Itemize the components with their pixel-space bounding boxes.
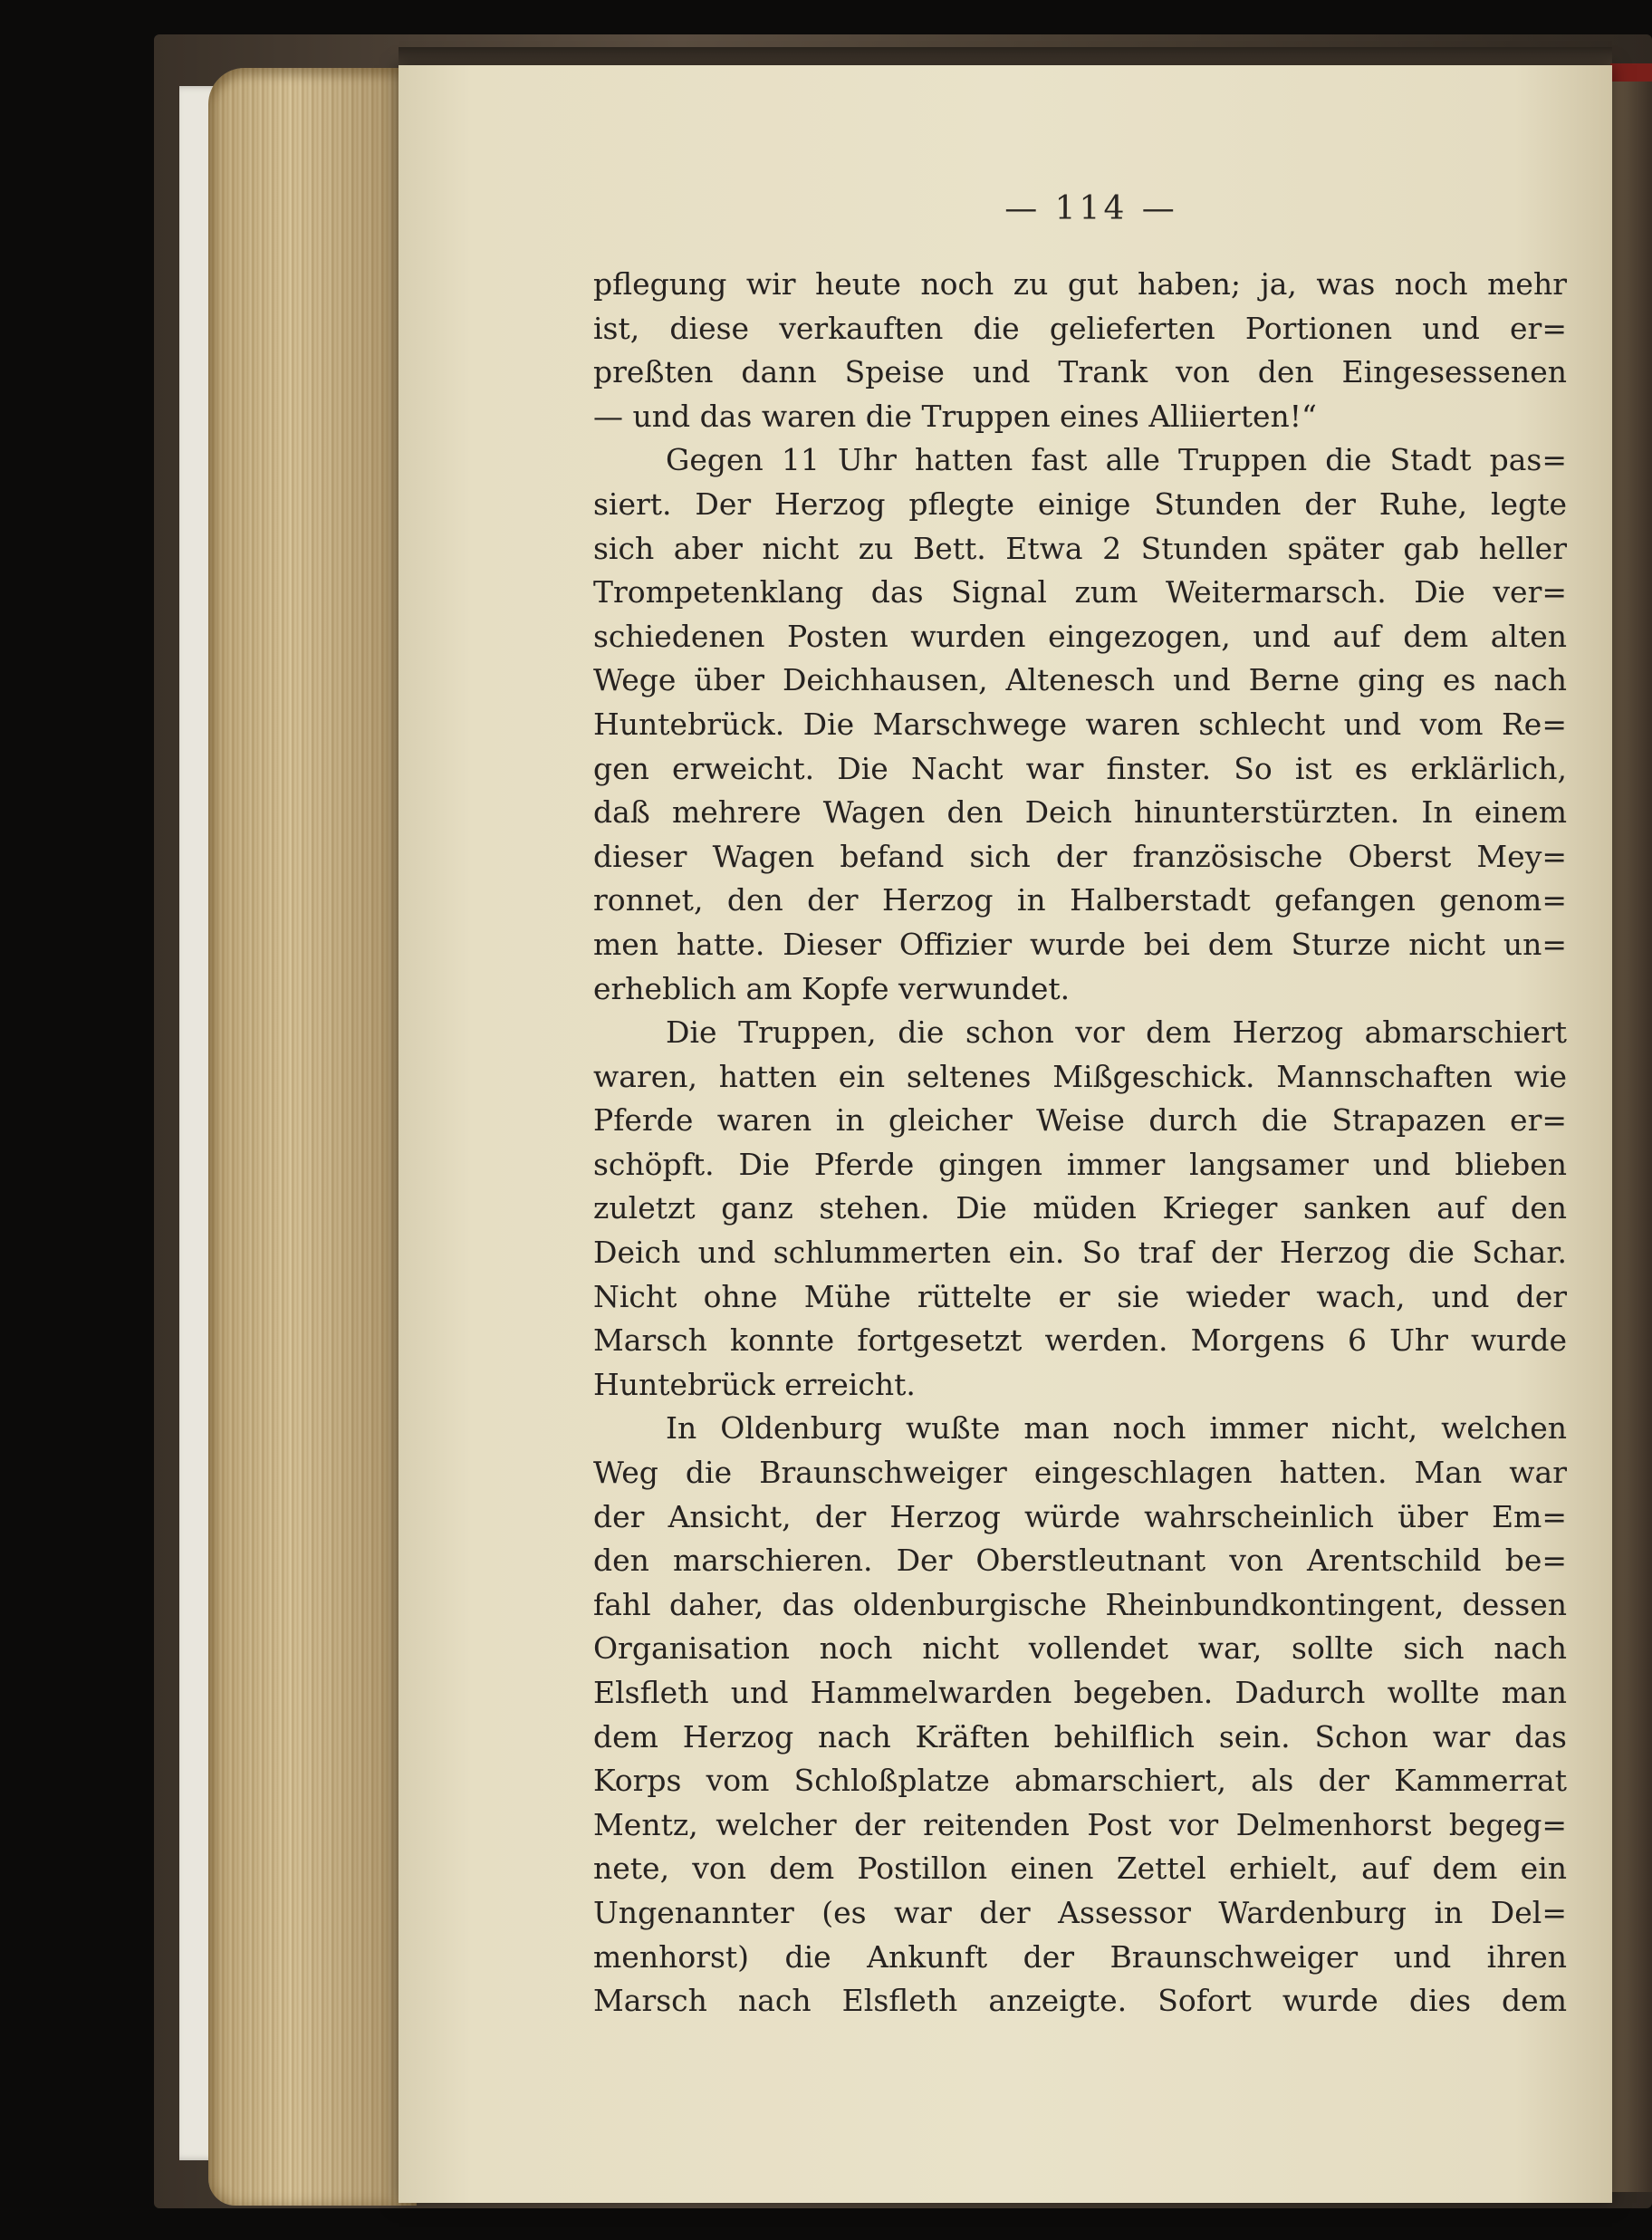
text-line: Elsfleth und Hammelwarden begeben. Dadurch wollte man <box>593 1675 1567 1710</box>
page-edges-shading <box>208 68 417 2206</box>
text-line: Huntebrück erreicht. <box>593 1366 916 1402</box>
red-bookmark-ribbon <box>1610 63 1652 83</box>
text-line: Mentz, welcher der reitenden Post vor Delmenhorst begeg= <box>593 1806 1567 1842</box>
text-line: In Oldenburg wußte man noch immer nicht, welchen <box>666 1410 1567 1447</box>
text-line: menhorst) die Ankunft der Braunschweiger und ihren <box>593 1938 1567 1975</box>
page-body-text <box>593 263 1567 2024</box>
text-line: dem Herzog nach Kräften behilflich sein. Schon war das <box>593 1718 1567 1755</box>
text-line: gen erweicht. Die Nacht war finster. So ist es erklärlich, <box>593 750 1567 786</box>
text-line: Die Truppen, die schon vor dem Herzog abmarschiert <box>666 1014 1567 1051</box>
cover-right-edge <box>1612 82 1652 2192</box>
text-line: waren, hatten ein seltenes Mißgeschick. Mannschaften wie <box>593 1058 1567 1094</box>
text-line: Wege über Deichhausen, Altenesch und Berne ging es nach <box>593 662 1567 698</box>
text-line: preßten dann Speise und Trank von den Eingesessenen <box>593 354 1567 390</box>
text-line: den marschieren. Der Oberstleutnant von Arentschild be= <box>593 1543 1567 1579</box>
text-line: daß mehrere Wagen den Deich hinunterstürzten. In einem <box>593 794 1567 831</box>
text-line: zuletzt ganz stehen. Die müden Krieger sanken auf den <box>593 1190 1567 1226</box>
text-line: Deich und schlummerten ein. So traf der Herzog die Schar. <box>593 1235 1567 1271</box>
text-line: erheblich am Kopfe verwundet. <box>593 970 1071 1006</box>
text-line: sich aber nicht zu Bett. Etwa 2 Stunden später gab heller <box>593 530 1567 566</box>
text-line: Huntebrück. Die Marschwege waren schlecht und vom Re= <box>593 706 1567 742</box>
text-line: fahl daher, das oldenburgische Rheinbundkontingent, dessen <box>593 1586 1567 1622</box>
text-line: der Ansicht, der Herzog würde wahrscheinlich über Em= <box>593 1498 1567 1534</box>
text-line: Marsch nach Elsfleth anzeigte. Sofort wurde dies dem <box>593 1983 1567 2019</box>
text-line: Weg die Braunschweiger eingeschlagen hatten. Man war <box>593 1455 1567 1491</box>
cover-top-strip <box>399 47 1612 67</box>
text-line: dieser Wagen befand sich der französische Oberst Mey= <box>593 838 1567 874</box>
text-line: — und das waren die Truppen eines Alliierten!“ <box>593 398 1317 434</box>
page-number: — 114 — <box>1004 190 1178 227</box>
text-line: Pferde waren in gleicher Weise durch die Strapazen er= <box>593 1102 1567 1139</box>
text-line: Trompetenklang das Signal zum Weitermarsch. Die ver= <box>593 574 1567 610</box>
text-line: Ungenannter (es war der Assessor Wardenburg in Del= <box>593 1894 1567 1930</box>
text-line: men hatte. Dieser Offizier wurde bei dem Sturze nicht un= <box>593 926 1567 962</box>
text-line: schöpft. Die Pferde gingen immer langsamer und blieben <box>593 1146 1567 1182</box>
text-line: Korps vom Schloßplatze abmarschiert, als der Kammerrat <box>593 1763 1567 1799</box>
text-line: Nicht ohne Mühe rüttelte er sie wieder wach, und der <box>593 1278 1567 1314</box>
text-line: Gegen 11 Uhr hatten fast alle Truppen die Stadt pas= <box>666 442 1567 478</box>
text-line: ist, diese verkauften die gelieferten Portionen und er= <box>593 310 1567 346</box>
text-line: nete, von dem Postillon einen Zettel erhielt, auf dem ein <box>593 1851 1567 1887</box>
text-line: siert. Der Herzog pflegte einige Stunden der Ruhe, legte <box>593 485 1567 522</box>
text-line: Marsch konnte fortgesetzt werden. Morgens 6 Uhr wurde <box>593 1322 1567 1359</box>
text-line: Organisation noch nicht vollendet war, sollte sich nach <box>593 1630 1567 1667</box>
text-line: schiedenen Posten wurden eingezogen, und auf dem alten <box>593 618 1567 654</box>
text-line: pflegung wir heute noch zu gut haben; ja, was noch mehr <box>593 266 1567 302</box>
text-line: ronnet, den der Herzog in Halberstadt gefangen genom= <box>593 882 1567 918</box>
